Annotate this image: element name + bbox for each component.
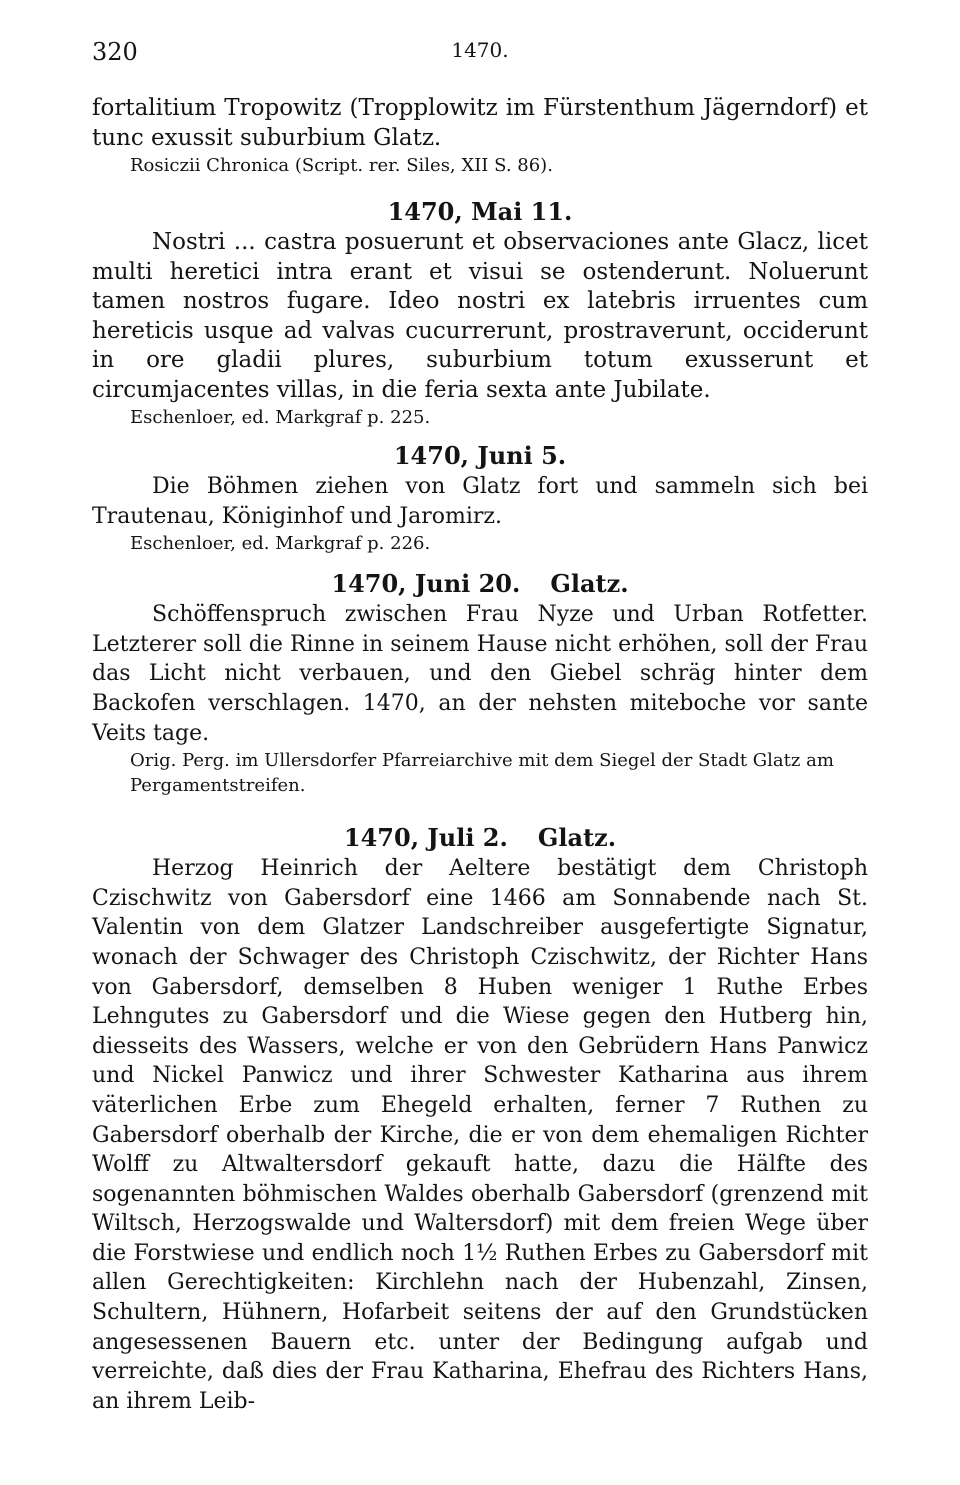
entry-text: fortalitium Tropowitz (Tropplowitz im Fürstenthum Jägerndorf) et tunc exussit suburbium Glatz.	[92, 95, 868, 151]
entry-1470-juni-5	[92, 440, 868, 556]
entry-heading: 1470, Juni 5.	[393, 441, 567, 470]
entry-source: Rosiczii Chronica (Script. rer. Siles, XII S. 86).	[130, 155, 553, 176]
document-body	[92, 94, 868, 1416]
entry-heading-date: 1470, Juli 2.	[343, 823, 508, 853]
entry-source-rest: im Ullersdorfer Pfarreiarchive mit dem Siegel der Stadt Glatz am Pergamentstreifen.	[130, 750, 834, 797]
entry-source	[92, 748, 868, 798]
entry-source: Eschenloer, ed. Markgraf p. 226.	[130, 533, 431, 555]
entry-text: Schöffenspruch zwischen Frau Nyze und Urban Rotfetter. Letzterer soll die Rinne in seinem Hause nicht erhöhen, soll der Frau das Licht nicht verbauen, und den Giebel schräg hinter dem Backofen verschlagen. 1470, an der nehsten miteboche vor sante Veits tage.	[92, 602, 868, 746]
entry-1470-mai-11	[92, 196, 868, 430]
page-number: 320	[92, 38, 138, 66]
entry-continuation	[92, 94, 868, 178]
entry-heading-date: 1470, Juni 20.	[331, 569, 521, 599]
entry-heading: 1470, Mai 11.	[387, 197, 573, 226]
entry-source-lead: Orig. Perg.	[130, 750, 230, 772]
entry-text: Die Böhmen ziehen von Glatz fort und sammeln sich bei Trautenau, Königinhof und Jaromirz.	[92, 474, 868, 529]
running-head	[92, 38, 868, 78]
entry-heading-place: Glatz.	[550, 569, 629, 599]
entry-text: Nostri ... castra posuerunt et observaciones ante Glacz, licet multi heretici intra erant et visui se ostenderunt. Noluerunt tamen nostros fugare. Ideo nostri ex latebris irruentes cum hereticis usque ad valvas cucurrerunt, prostraverunt, occiderunt in ore gladii plures, suburbium totum exusserunt et circumjacentes villas, in die feria sexta ante Jubilate.	[92, 229, 868, 403]
entry-source: Eschenloer, ed. Markgraf p. 225.	[130, 407, 431, 428]
entry-1470-juli-2	[92, 822, 868, 1416]
entry-heading	[92, 568, 868, 600]
running-title: 1470.	[451, 38, 509, 62]
entry-text: Herzog Heinrich der Aeltere bestätigt dem Christoph Czischwitz von Gabersdorf eine 1466 am Sonnabende nach St. Valentin von dem Glatzer Landschreiber ausgefertigte Signatur, wonach der Schwager des Christoph Czischwitz, der Richter Hans von Gabersdorf, demselben 8 Huben weniger 1 Ruthe Erbes Lehngutes zu Gabersdorf und die Wiese gegen den Hutberg hin, diesseits des Wassers, welche er von den Gebrüdern Hans Panwicz und Nickel Panwicz und ihrer Schwester Katharina aus ihrem väterlichen Erbe zum Ehegeld erhalten, ferner 7 Ruthen zu Gabersdorf oberhalb der Kirche, die er von dem ehemaligen Richter Wolff zu Altwaltersdorf gekauft hatte, dazu die Hälfte des sogenannten böhmischen Waldes oberhalb Gabersdorf (grenzend mit Wiltsch, Herzogswalde und Waltersdorf) mit dem freien Wege über die Forstwiese und endlich noch 1½ Ruthen Erbes zu Gabersdorf mit allen Gerechtigkeiten: Kirchlehn nach der Hubenzahl, Zinsen, Schultern, Hühnern, Hofarbeit seitens der auf den Grundstücken angesessenen Bauern etc. unter der Bedingung aufgab und verreichte, daß dies der Frau Katharina, Ehefrau des Richters Hans, an ihrem Leib-	[92, 856, 868, 1414]
entry-1470-juni-20	[92, 568, 868, 798]
entry-heading-place: Glatz.	[537, 823, 617, 853]
entry-heading	[92, 822, 868, 854]
